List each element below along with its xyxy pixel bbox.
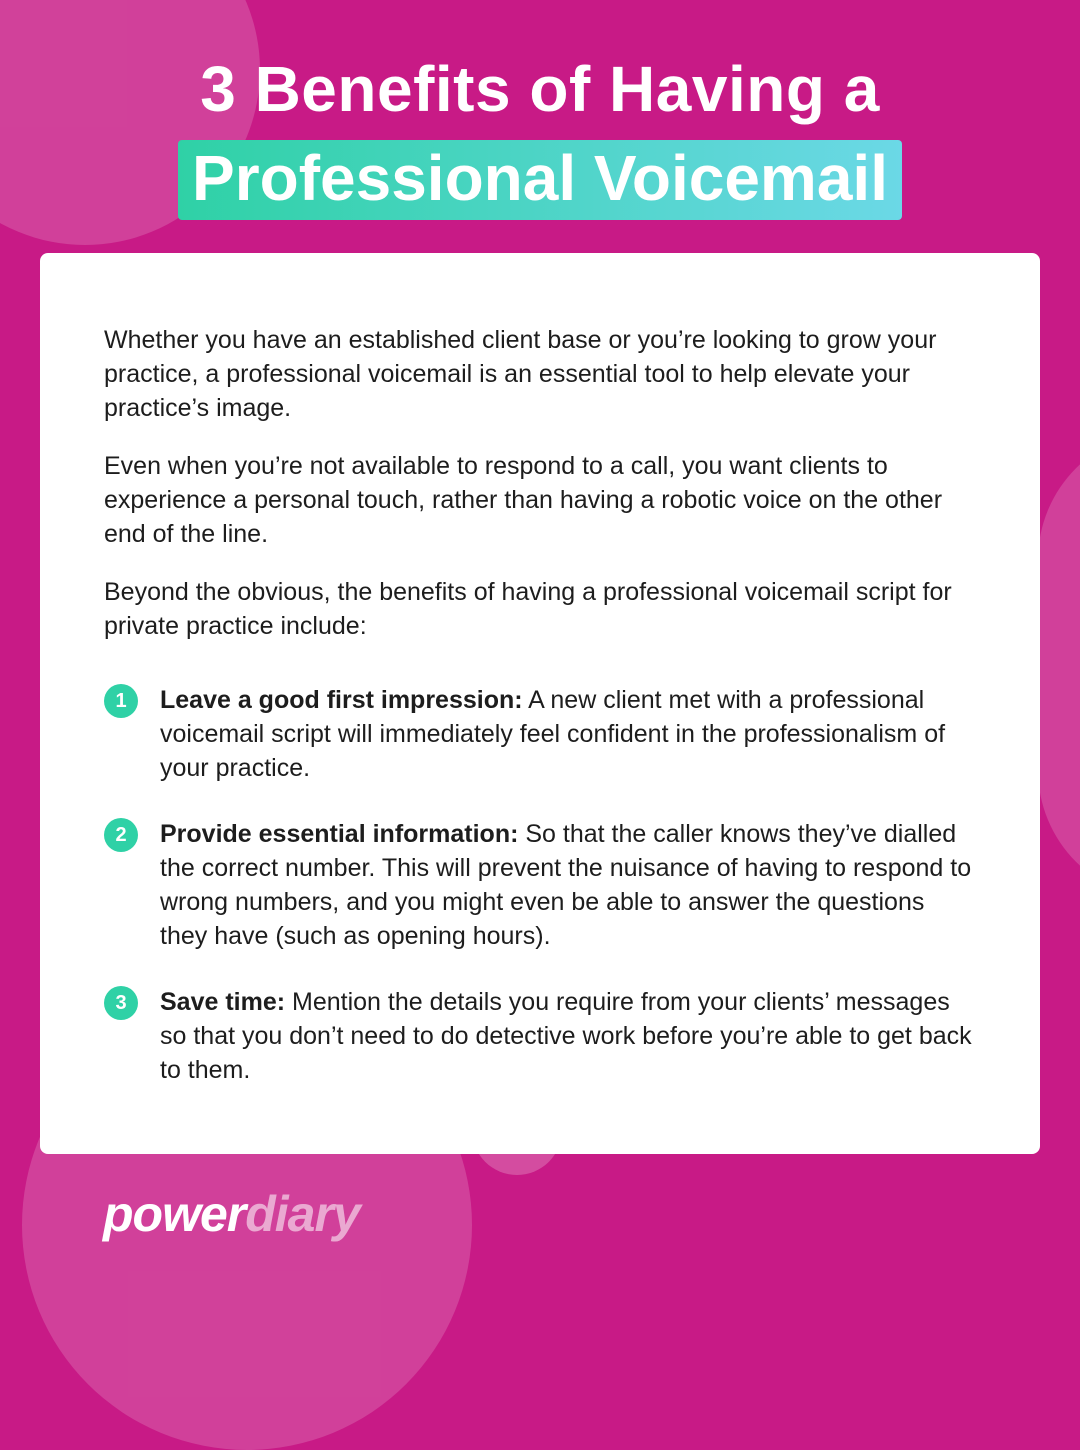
page-title-highlight	[0, 140, 1080, 220]
content-card	[40, 253, 1040, 1154]
number-badge: 1	[104, 684, 138, 718]
number-badge: 2	[104, 818, 138, 852]
intro-paragraph: Whether you have an established client base or you’re looking to grow your practice, a professional voicemail is an essential tool to help elevate your practice’s image.	[104, 326, 937, 422]
benefit-item	[104, 817, 976, 953]
benefit-text: So that the caller knows they’ve dialled the correct number. This will prevent the nuisance of having to respond to wrong numbers, and you might even be able to answer the questions they have (such as opening hours).	[160, 820, 972, 950]
page-title-line-1: 3 Benefits of Having a	[200, 53, 880, 125]
logo-part-power: power	[103, 1186, 246, 1242]
benefit-heading: Provide essential information:	[160, 820, 519, 848]
page-title-line-2: Professional Voicemail	[178, 140, 902, 220]
intro-paragraph: Even when you’re not available to respond to a call, you want clients to experience a personal touch, rather than having a robotic voice on the other end of the line.	[104, 452, 943, 548]
intro-paragraph: Beyond the obvious, the benefits of having a professional voicemail script for private practice include:	[104, 578, 952, 640]
benefit-text: Mention the details you require from your clients’ messages so that you don’t need to do detective work before you’re able to get back to them.	[160, 988, 972, 1084]
benefit-heading: Save time:	[160, 988, 286, 1016]
benefits-list	[104, 683, 976, 1087]
number-badge: 3	[104, 986, 138, 1020]
benefit-item	[104, 985, 976, 1087]
benefit-text: A new client met with a professional voicemail script will immediately feel confident in the professionalism of your practice.	[160, 686, 946, 782]
logo-part-diary: diary	[245, 1186, 360, 1242]
brand-logo	[103, 1185, 360, 1243]
benefit-heading: Leave a good first impression:	[160, 686, 523, 714]
benefit-item	[104, 683, 976, 785]
decorative-circle	[1038, 430, 1080, 900]
